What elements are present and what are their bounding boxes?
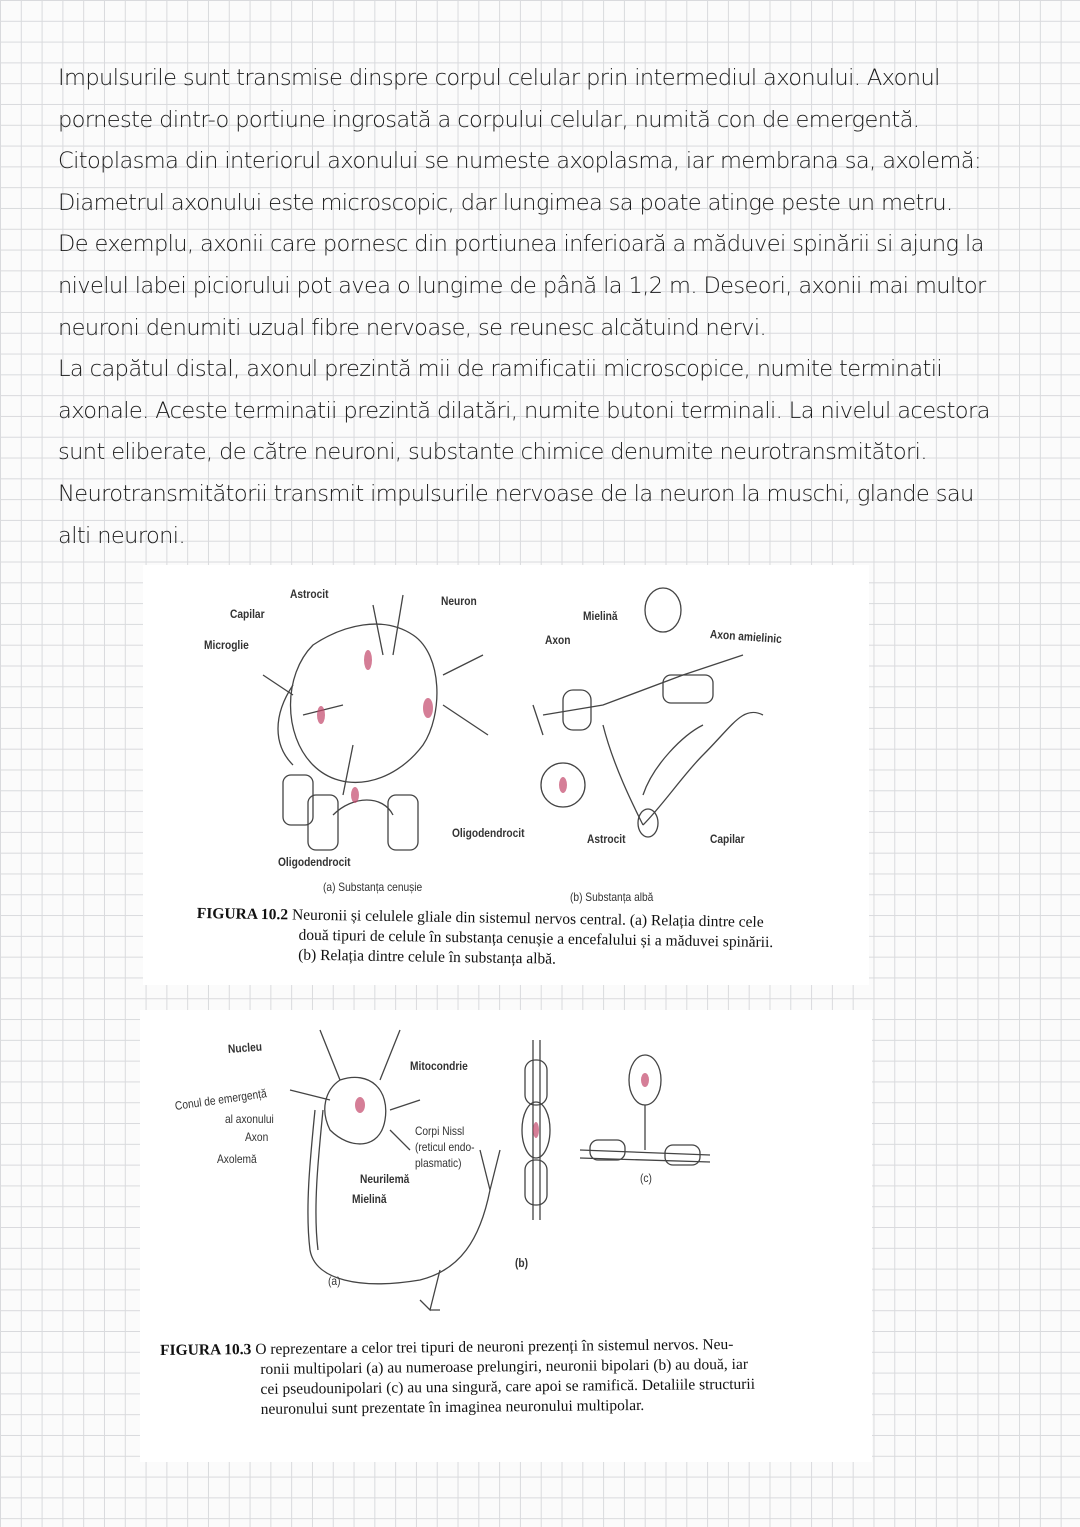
label-corpi-nissl: Corpi Nissl <box>415 1124 465 1138</box>
text-line: Citoplasma din interiorul axonului se numeste axoplasma, iar membrana sa, axolemă: <box>58 148 981 175</box>
label-axon: Axon <box>545 633 571 647</box>
label-oligodendrocit: Oligodendrocit <box>452 826 525 840</box>
label-plasmatic: plasmatic) <box>415 1156 462 1170</box>
label-substanta-cenusie: (a) Substanța cenușie <box>323 880 423 894</box>
text-line: Diametrul axonului este microscopic, dar lungimea sa poate atinge peste un metru. <box>58 189 953 216</box>
label-astrocit: Astrocit <box>587 832 626 846</box>
label-c: (c) <box>640 1171 652 1185</box>
label-mielina: Mielină <box>583 609 618 623</box>
figure-caption <box>160 1334 841 1421</box>
label-capilar: Capilar <box>710 832 745 846</box>
caption-line: două tipuri de celule în substanța cenușie a encefalului și a măduvei spinării. <box>298 926 774 952</box>
label-mielina: Mielină <box>352 1192 387 1206</box>
text-line: sunt eliberate, de către neuroni, substante chimice denumite neurotransmitători. <box>58 439 927 466</box>
text-line: alti neuroni. <box>58 522 186 549</box>
label-nucleu: Nucleu <box>227 1039 263 1056</box>
caption-line: Neuronii și celulele gliale din sistemul nervos central. (a) Relația dintre cele <box>291 906 764 931</box>
text-line: porneste dintr-o portiune ingrosată a corpului celular, numită con de emergentă. <box>58 106 920 133</box>
label-astrocit: Astrocit <box>290 587 329 601</box>
text-line: La capătul distal, axonul prezintă mii de ramificatii microscopice, numite terminatii <box>58 356 943 383</box>
label-capilar: Capilar <box>230 607 265 621</box>
caption-line: neuronului sunt prezentate în imaginea neuronului multipolar. <box>260 1396 645 1418</box>
label-substanta-alba: (b) Substanța albă <box>570 890 654 904</box>
label-a: (a) <box>328 1274 341 1288</box>
label-axon: Axon <box>245 1130 269 1144</box>
label-mitocondrie: Mitocondrie <box>410 1059 468 1073</box>
label-b: (b) <box>515 1256 529 1270</box>
label-oligodendrocit: Oligodendrocit <box>278 855 351 869</box>
text-line: nivelul labei piciorului pot avea o lungime de până la 1,2 m. Deseori, axonii mai multor <box>58 272 986 299</box>
text-line: axonale. Aceste terminatii prezintă dilatări, numite butoni terminali. La nivelul acestora <box>58 397 990 424</box>
caption-line: O reprezentare a celor trei tipuri de neuroni prezenți în sistemul nervos. Neu- <box>255 1335 734 1359</box>
text-line: Impulsurile sunt transmise dinspre corpul celular prin intermediul axonului. Axonul <box>58 65 940 91</box>
caption-line: ronii multipolari (a) au numeroase prelungiri, neuronii bipolari (b) au două, iar <box>260 1355 749 1378</box>
text-line: De exemplu, axonii care pornesc din portiunea inferioară a măduvei spinării si ajung la <box>58 231 984 258</box>
caption-title: FIGURA 10.3 <box>160 1341 252 1359</box>
caption-line: cei pseudounipolari (c) au una singură, care apoi se ramifică. Detaliile structurii <box>260 1375 756 1398</box>
label-al-axonului: al axonului <box>225 1112 274 1126</box>
label-neuron: Neuron <box>441 594 477 608</box>
label-axolema: Axolemă <box>217 1152 257 1166</box>
text-line: neuroni denumiti uzual fibre nervoase, se reunesc alcătuind nervi. <box>58 314 767 341</box>
text-line: Neurotransmitătorii transmit impulsurile nervoase de la neuron la muschi, glande sau <box>58 480 974 507</box>
caption-title: FIGURA 10.2 <box>196 904 289 924</box>
label-neurilema: Neurilemă <box>360 1172 410 1186</box>
label-conul-de-emergenta: Conul de emergență <box>174 1086 268 1113</box>
label-axon-amielinic: Axon amielinic <box>709 627 783 647</box>
label-microglie: Microglie <box>204 638 249 652</box>
caption-line: (b) Relația dintre celule în substanța albă. <box>298 946 557 968</box>
label-reticul: (reticul endo- <box>415 1140 475 1154</box>
body-text <box>58 58 1048 557</box>
figure-caption <box>196 904 837 974</box>
